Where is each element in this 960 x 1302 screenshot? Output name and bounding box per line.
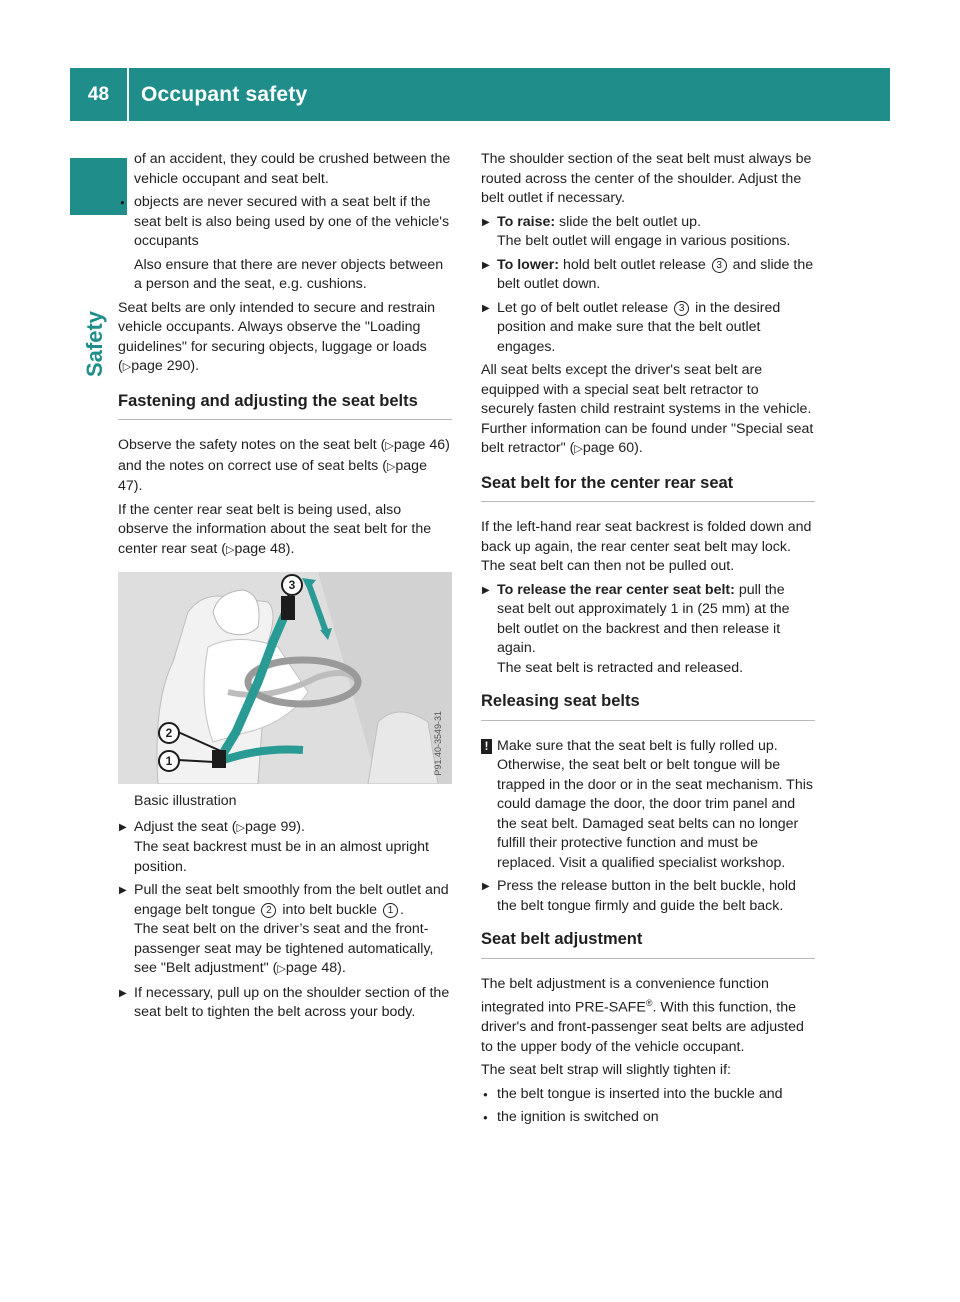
warning-icon: ! [481,739,492,754]
paragraph-center-seat: If the left-hand rear seat backrest is folded down and back up again, the rear center seat belt may lock. The seat belt can then not be pulled out. [481,519,812,574]
page-number: 48 [87,84,110,105]
page-link[interactable]: page 290 [131,358,191,374]
page-link[interactable]: page 60 [582,440,635,456]
paragraph-observe: Observe the safety notes on the seat belt (▷page 46) and the notes on correct use of seat belts (▷page 47). [118,437,450,494]
instruction-step: ▶ Press the release button in the belt buckle, hold the belt tongue firmly and guide the belt back. [481,877,815,916]
callout-ref-2: 2 [261,903,276,918]
heading-adjustment: Seat belt adjustment [481,930,815,959]
paragraph-shoulder: The shoulder section of the seat belt must always be routed across the center of the shoulder. Adjust the belt outlet if necessary. [481,151,812,206]
paragraph-retractor: All seat belts except the driver's seat belt are equipped with a special seat belt retractor to securely fasten child restraint systems in the vehicle. Further information can be found under "Special seat belt retractor" (▷page 60). [481,362,814,456]
page-title: Occupant safety [141,83,308,106]
intro-continuation: of an accident, they could be crushed between the vehicle occupant and seat belt. [134,151,451,187]
page-ref-arrow-icon: ▷ [122,361,132,373]
heading-releasing: Releasing seat belts [481,692,815,721]
warning-note: ! Make sure that the seat belt is fully rolled up. Otherwise, the seat belt or belt tongue will be trapped in the door or in the seat mechanism. This could damage the door, the door trim panel and the seat belt. Damaged seat belts can no longer fulfill their protective function and must be replaced. Visit a qualified specialist workshop. [481,737,815,874]
instruction-step: ▶ Adjust the seat (▷page 99). The seat backrest must be in an almost upright position. [118,818,452,878]
step-note: The seat backrest must be in an almost upright position. [134,839,429,875]
figure-code: P91.40-3549-31 [432,711,443,776]
paragraph-intended: Seat belts are only intended to secure and restrain vehicle occupants. Always observe the "Loading guidelines" for securing objects, luggage or loads (▷page 290). [118,299,436,374]
callout-ref-1: 1 [383,903,398,918]
page-link[interactable]: page 99 [245,818,297,835]
page-link[interactable]: page 48 [285,960,338,976]
page-ref-arrow-icon: ▷ [386,460,396,473]
seat-belt-illustration [118,572,452,784]
page-ref-arrow-icon: ▷ [385,440,394,452]
page-ref-arrow-icon: ▷ [574,443,583,455]
paragraph-tighten: The seat belt strap will slightly tighten if: [481,1062,731,1079]
paragraph-center-belt: If the center rear seat belt is being used, also observe the information about the seat belt for the center rear seat (▷page 48). [118,501,432,557]
page-ref-arrow-icon: ▷ [226,543,235,556]
instruction-step: ▶ Pull the seat belt smoothly from the belt outlet and engage belt tongue 2 into belt buckle 1 . The seat belt on the driver’s seat and the front-passenger seat may be tightened automatically, see "Belt adjustment" (▷page 48). [118,881,452,980]
list-item: ● the ignition is switched on [481,1108,815,1128]
callout-2: 2 [158,722,180,744]
paragraph-adjustment: The belt adjustment is a convenience function integrated into PRE-SAFE®. With this function, the driver's and front-passenger seat belts are adjusted to the upper body of the vehicle occupant. [481,975,804,1055]
list-item: ● the belt tongue is inserted into the buckle and [481,1085,815,1105]
section-label: Safety [82,310,107,378]
instruction-step: ▶ Let go of belt outlet release 3 in the desired position and make sure that the belt outlet engages. [481,299,815,358]
left-column [118,150,452,1027]
heading-center-seat: Seat belt for the center rear seat [481,474,815,503]
page-link[interactable]: page 48 [234,540,286,557]
callout-ref-3: 3 [674,301,689,316]
callout-1: 1 [158,750,180,772]
instruction-step: ▶ To lower: hold belt outlet release 3 and slide the belt outlet down. [481,256,815,295]
bullet-note: Also ensure that there are never objects between a person and the seat, e.g. cushions. [134,256,444,292]
header-divider [127,68,129,121]
list-item: ● objects are never secured with a seat belt if the seat belt is also being used by one of the vehicle's occupants [118,193,452,252]
instruction-step: ▶ To release the rear center seat belt: pull the seat belt out approximately 1 in (25 mm) at the belt outlet on the backrest and then release it again. The seat belt is retracted and released. [481,581,815,679]
page-ref-arrow-icon: ▷ [277,963,286,975]
instruction-step: ▶ To raise: slide the belt outlet up. The belt outlet will engage in various positions. [481,213,815,252]
page-link[interactable]: page 47 [118,457,427,494]
heading-fastening: Fastening and adjusting the seat belts [118,392,452,421]
right-column [481,150,815,1132]
page-link[interactable]: page 46 [393,437,446,453]
callout-3: 3 [281,574,303,596]
page-ref-arrow-icon: ▷ [236,821,245,834]
callout-ref-3: 3 [712,258,727,273]
figure-caption: Basic illustration [134,793,237,809]
instruction-step: ▶ If necessary, pull up on the shoulder section of the seat belt to tighten the belt across your body. [118,984,452,1023]
